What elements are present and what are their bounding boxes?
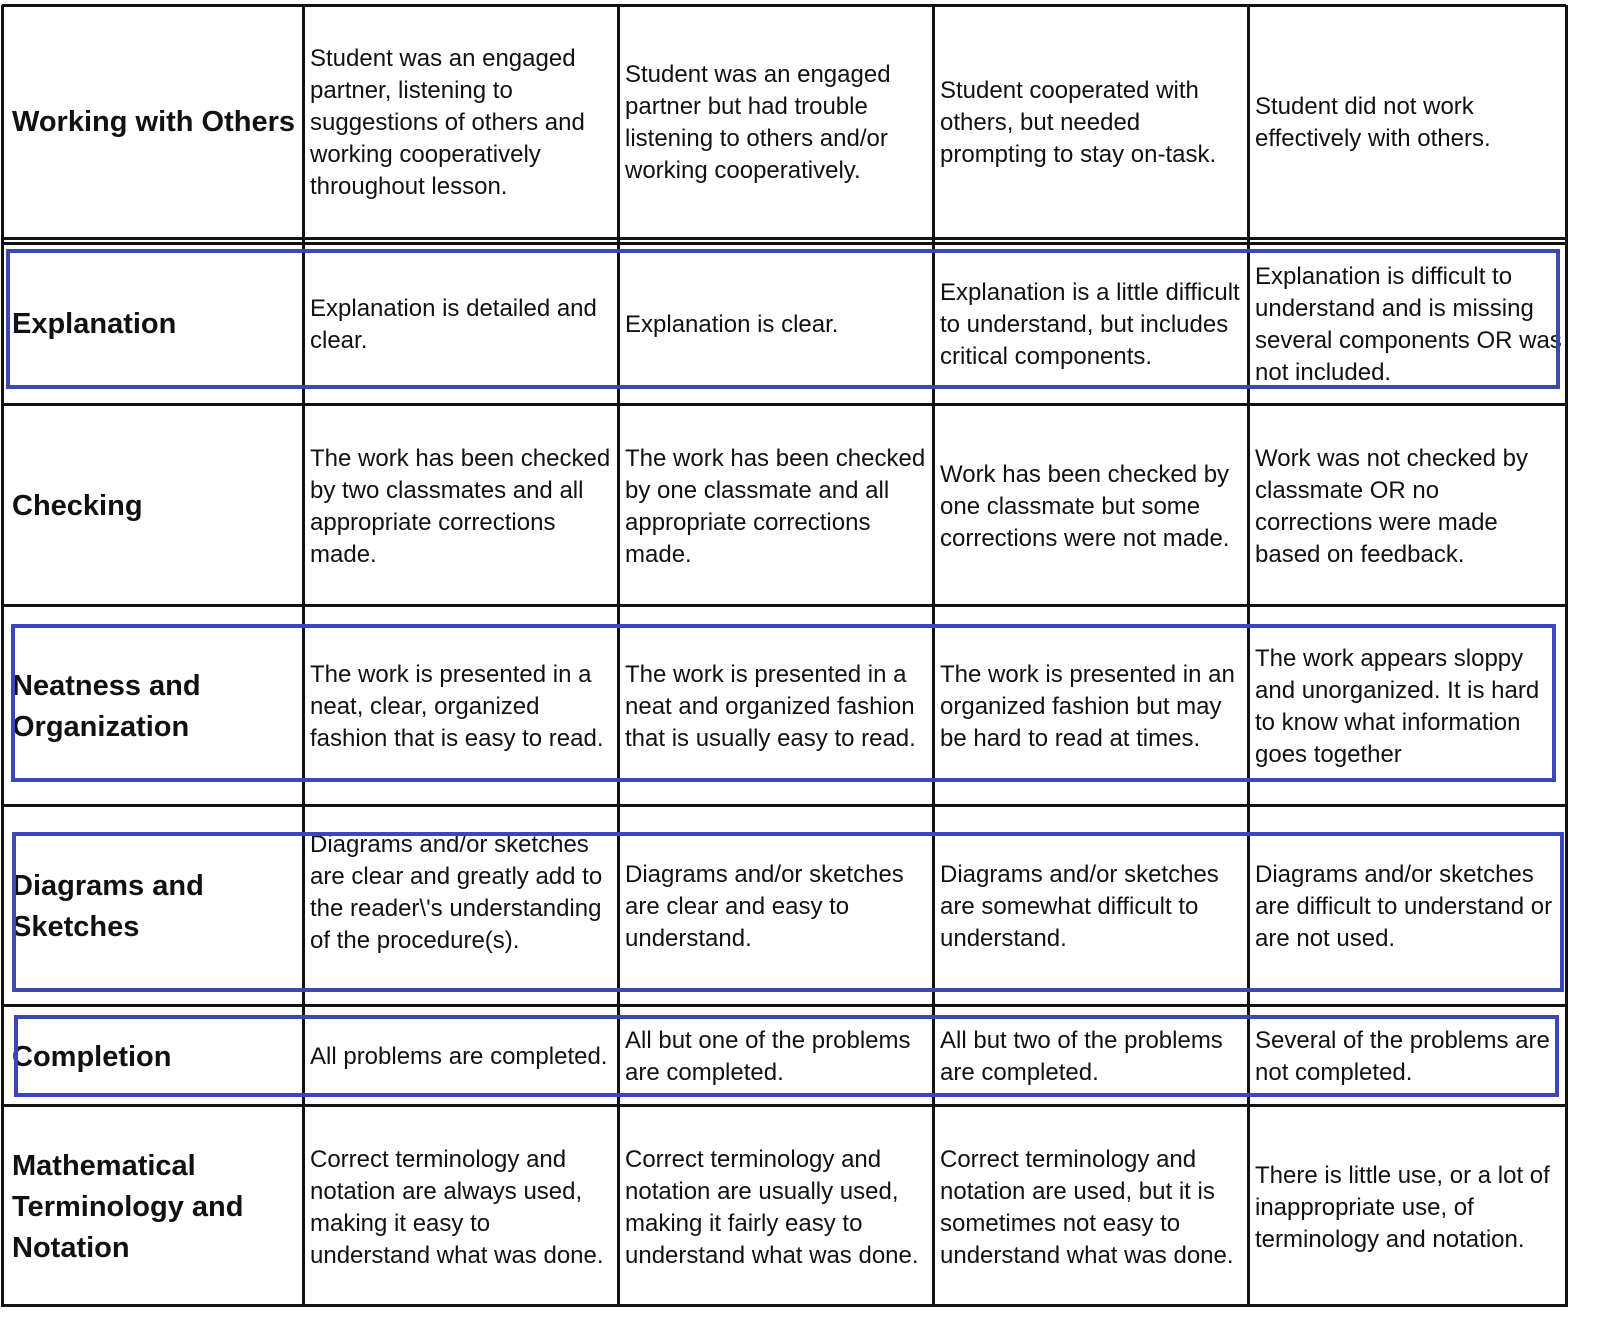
rubric-cell-text: The work has been checked by one classmate and all appropriate corrections made. bbox=[625, 444, 926, 568]
rubric-cell bbox=[935, 7, 1248, 238]
rubric-cell bbox=[935, 408, 1248, 605]
highlight-box bbox=[12, 832, 1564, 992]
criterion-label: Mathematical Terminology and Notation bbox=[12, 1150, 244, 1264]
rubric-cell bbox=[1250, 408, 1566, 605]
rubric-cell-text: Student was an engaged partner but had trouble listening to others and/or working cooperatively. bbox=[625, 60, 891, 184]
rubric-cell bbox=[620, 7, 933, 238]
rubric-cell-text: Student cooperated with others, but needed prompting to stay on-task. bbox=[940, 76, 1217, 168]
rubric-cell-text: The work is presented in a neat, clear, organized fashion that is easy to read. bbox=[310, 661, 604, 752]
rubric-cell-text: Diagrams and/or sketches are somewhat difficult to understand. bbox=[940, 861, 1219, 952]
rubric-cell-text: Student was an engaged partner, listening to suggestions of others and working cooperatively throughout lesson. bbox=[310, 44, 585, 200]
rubric-cell-text: The work is presented in a neat and organized fashion that is usually easy to read. bbox=[625, 661, 916, 752]
criterion-label: Neatness and Organization bbox=[12, 670, 201, 743]
rubric-cell-text: Diagrams and/or sketches are clear and easy to understand. bbox=[625, 861, 904, 952]
rubric-cell-text: There is little use, or a lot of inappropriate use, of terminology and notation. bbox=[1255, 1161, 1550, 1253]
rubric-cell-text: Explanation is a little difficult to understand, but includes critical components. bbox=[940, 278, 1240, 370]
rubric-cell bbox=[620, 1109, 933, 1306]
highlight-box bbox=[11, 624, 1556, 782]
rubric-cell-text: Correct terminology and notation are used, but it is sometimes not easy to understand what was done. bbox=[940, 1145, 1234, 1269]
rubric-cell-text: Several of the problems are not completed. bbox=[1255, 1027, 1550, 1086]
criterion-label: Explanation bbox=[12, 308, 177, 340]
rubric-cell bbox=[1250, 7, 1566, 238]
highlight-box bbox=[6, 249, 1560, 389]
rubric-cell-text: The work appears sloppy and unorganized. It is hard to know what information goes together bbox=[1255, 645, 1540, 768]
rubric-cell-text: Student did not work effectively with others. bbox=[1255, 92, 1491, 152]
criterion-cell bbox=[4, 408, 303, 605]
rubric-cell-text: Explanation is difficult to understand and is missing several components OR was not included. bbox=[1255, 262, 1562, 386]
rubric-cell-text: Diagrams and/or sketches are clear and greatly add to the reader\'s understanding of the procedure(s). bbox=[310, 831, 603, 954]
criterion-label: Completion bbox=[12, 1040, 172, 1073]
criterion-label: Checking bbox=[12, 490, 143, 522]
highlight-box bbox=[14, 1015, 1559, 1097]
rubric-cell bbox=[1250, 1109, 1566, 1306]
rubric-cell-text: All but one of the problems are completed. bbox=[625, 1027, 911, 1086]
rubric-cell bbox=[935, 1109, 1248, 1306]
rubric-cell-text: Work was not checked by classmate OR no corrections were made based on feedback. bbox=[1255, 444, 1529, 568]
rubric-cell-text: Explanation is clear. bbox=[625, 310, 839, 338]
rubric-cell-text: Work has been checked by one classmate but some corrections were not made. bbox=[940, 460, 1230, 552]
rubric-cell bbox=[305, 1109, 618, 1306]
rubric-cell-text: All problems are completed. bbox=[310, 1043, 608, 1070]
rubric-cell-text: The work is presented in an organized fashion but may be hard to read at times. bbox=[940, 661, 1235, 752]
rubric-cell-text: All but two of the problems are completed. bbox=[940, 1027, 1223, 1086]
rubric-cell bbox=[305, 7, 618, 238]
criterion-cell bbox=[4, 7, 303, 238]
rubric-cell bbox=[305, 408, 618, 605]
criterion-cell bbox=[4, 1109, 303, 1306]
rubric-cell-text: The work has been checked by two classmates and all appropriate corrections made. bbox=[310, 444, 611, 568]
rubric-cell-text: Explanation is detailed and clear. bbox=[310, 294, 597, 354]
rubric-cell bbox=[620, 408, 933, 605]
criterion-label: Diagrams and Sketches bbox=[12, 870, 204, 943]
criterion-label: Working with Others bbox=[12, 106, 296, 138]
rubric-cell-text: Diagrams and/or sketches are difficult to understand or are not used. bbox=[1255, 861, 1553, 952]
rubric-cell-text: Correct terminology and notation are always used, making it easy to understand what was done. bbox=[310, 1145, 604, 1269]
rubric-cell-text: Correct terminology and notation are usually used, making it fairly easy to understand what was done. bbox=[625, 1145, 919, 1269]
